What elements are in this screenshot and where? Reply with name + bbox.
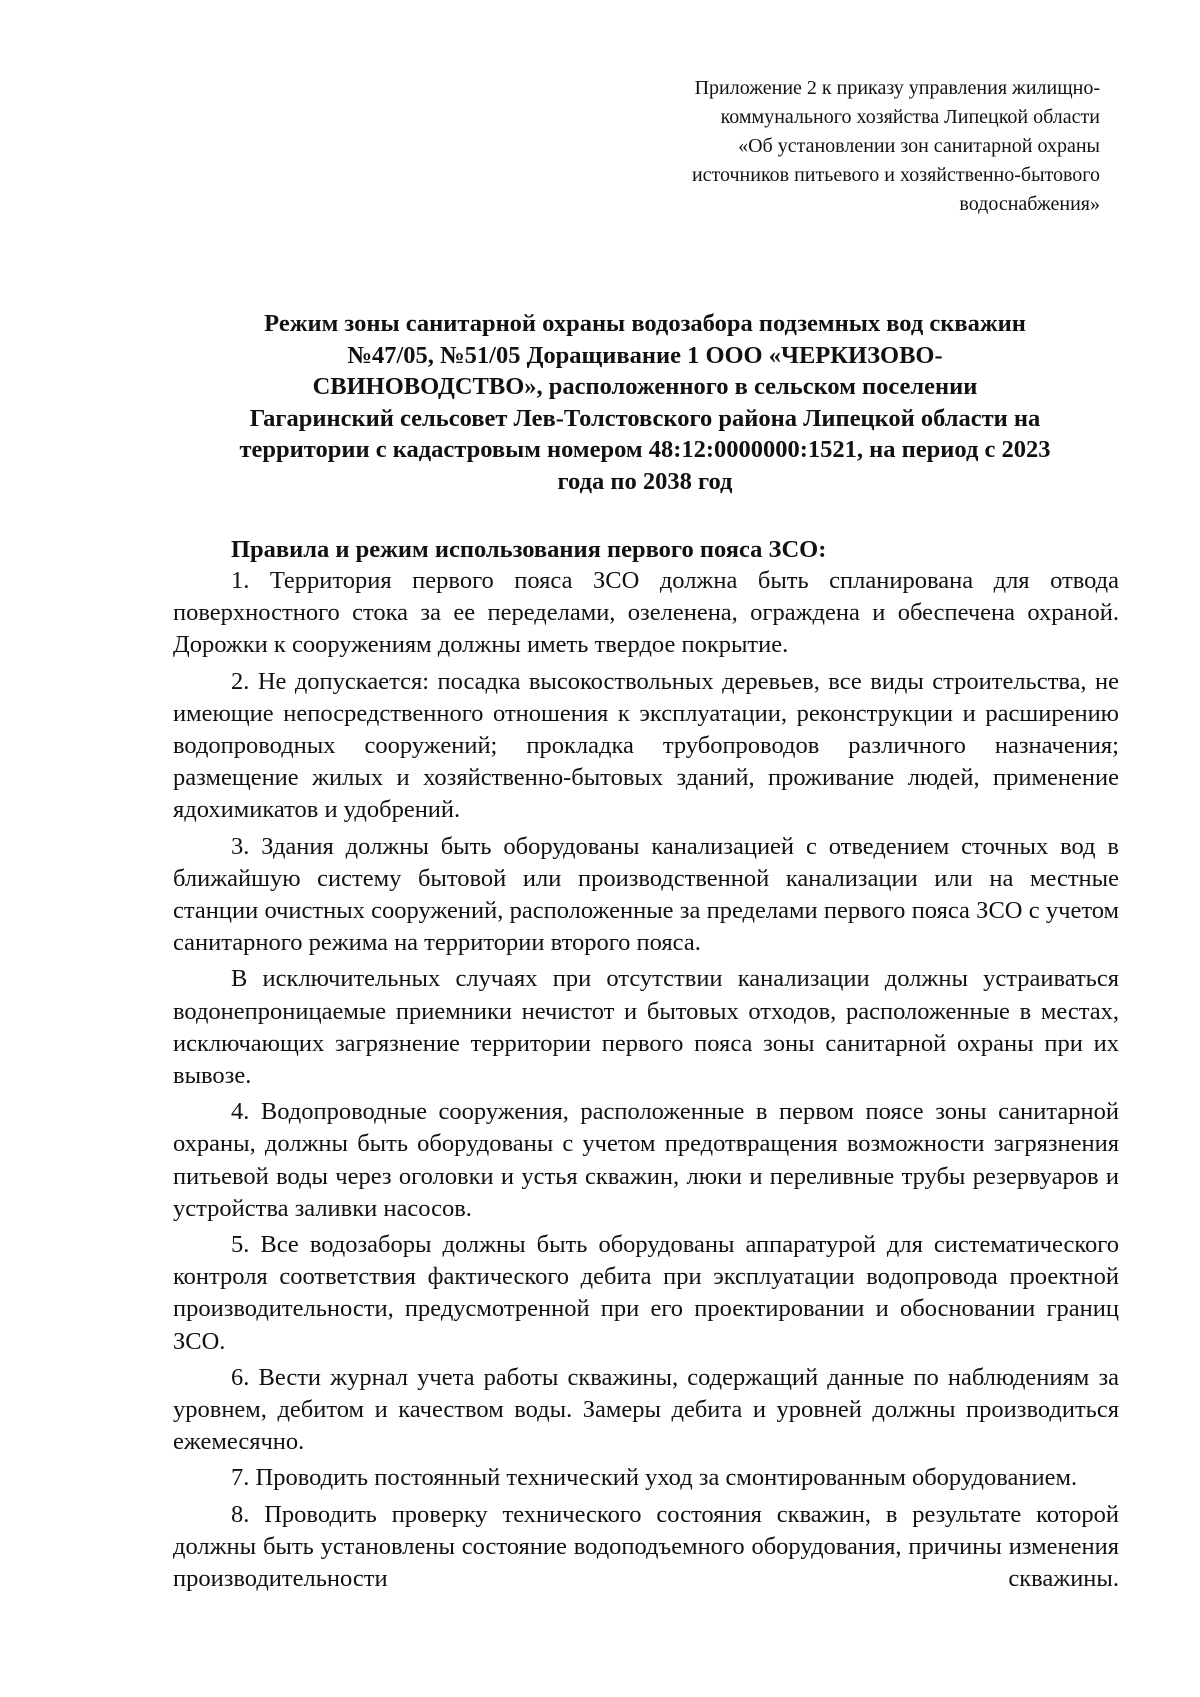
header-line: водоснабжения» (959, 193, 1100, 215)
title-line: года по 2038 год (557, 467, 733, 495)
title-line: территории с кадастровым номером 48:12:0000000:1521, на период с 2023 (239, 436, 1051, 463)
paragraph-8: 8. Проводить проверку технического состояния скважин, в результате которой должны быть установлены состояние водоподъемного оборудования, причины изменения производительности скважины. (173, 1500, 1119, 1593)
section-heading: Правила и режим использования первого пояса ЗСО: (231, 536, 827, 563)
paragraph-5: 5. Все водозаборы должны быть оборудованы аппаратурой для систематического контроля соответствия фактического дебита при эксплуатации водопровода проектной производительности, предусмотренной при его проектировании и обосновании границ ЗСО. (173, 1231, 1119, 1355)
paragraph-1: 1. Территория первого пояса ЗСО должна быть спланирована для отвода поверхностного стока за ее переделами, озеленена, ограждена и обеспечена охраной. Дорожки к сооружениям должны иметь твердое покрытие. (173, 567, 1119, 659)
title-line: СВИНОВОДСТВО», расположенного в сельском поселении (312, 373, 978, 400)
document-body (173, 565, 1119, 1595)
paragraph-3: 3. Здания должны быть оборудованы канализацией с отведением сточных вод в ближайшую систему бытовой или производственной канализации или на местные станции очистных сооружений, расположенные за пределами первого пояса ЗСО с учетом санитарного режима на территории второго пояса. (173, 832, 1119, 957)
paragraph-7: 7. Проводить постоянный технический уход за смонтированным оборудованием. (231, 1464, 1078, 1492)
paragraph-2: 2. Не допускается: посадка высокоствольных деревьев, все виды строительства, не имеющие непосредственного отношения к эксплуатации, реконструкции и расширению водопроводных сооружений; прокладка трубопроводов различного назначения; размещение жилых и хозяйственно-бытовых зданий, проживание людей, применение ядохимикатов и удобрений. (173, 667, 1119, 824)
title-line: №47/05, №51/05 Доращивание 1 ООО «ЧЕРКИЗОВО- (347, 341, 943, 369)
header-line: источников питьевого и хозяйственно-бытового (691, 164, 1100, 186)
document-title (170, 308, 1120, 497)
header-line: «Об установлении зон санитарной охраны (738, 135, 1100, 157)
paragraph-6: 6. Вести журнал учета работы скважины, содержащий данные по наблюдениям за уровнем, дебитом и качеством воды. Замеры дебита и уровней должны производиться ежемесячно. (173, 1363, 1119, 1456)
header-line: коммунального хозяйства Липецкой области (720, 106, 1100, 128)
header-line: Приложение 2 к приказу управления жилищно- (694, 77, 1100, 99)
title-line: Режим зоны санитарной охраны водозабора подземных вод скважин (264, 310, 1026, 337)
paragraph-4: 4. Водопроводные сооружения, расположенные в первом поясе зоны санитарной охраны, должны быть оборудованы с учетом предотвращения возможности загрязнения питьевой воды через оголовки и устья скважин, люки и переливные трубы резервуаров и устройства заливки насосов. (173, 1098, 1119, 1222)
paragraph-3-note: В исключительных случаях при отсутствии канализации должны устраиваться водонепроницаемые приемники нечистот и бытовых отходов, расположенные в местах, исключающих загрязнение территории первого пояса зоны санитарной охраны при их вывозе. (173, 965, 1119, 1090)
title-line: Гагаринский сельсовет Лев-Толстовского района Липецкой области на (249, 404, 1041, 432)
appendix-header (580, 74, 1100, 219)
